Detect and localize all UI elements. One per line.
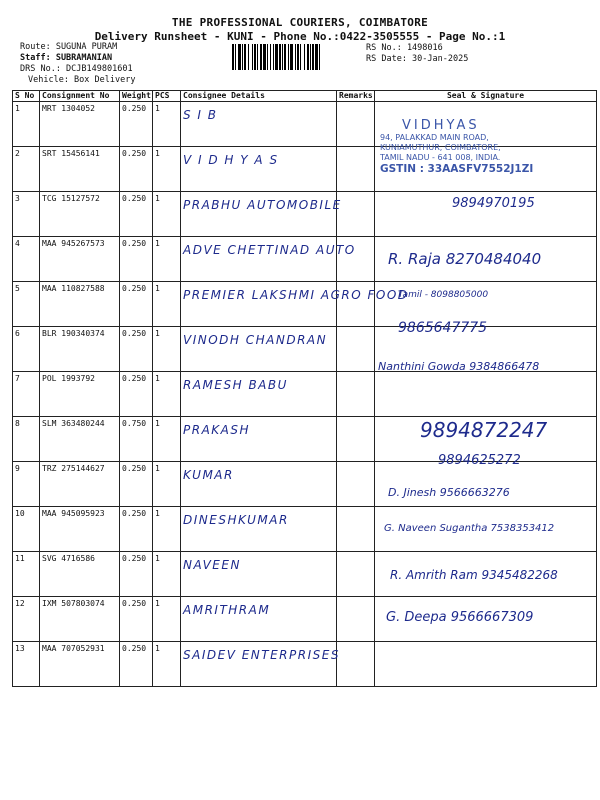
cell-pcs: 1 <box>153 147 181 192</box>
cell-consignee: SAIDEV ENTERPRISES <box>181 642 337 687</box>
cell-pcs: 1 <box>153 642 181 687</box>
cell-remarks <box>337 462 375 507</box>
cell-weight: 0.250 <box>120 192 153 237</box>
stamp-name: VIDHYAS <box>402 118 480 133</box>
barcode-bar <box>235 44 236 70</box>
signature-row-8: 9894872247 <box>420 418 548 442</box>
table-row <box>13 372 597 417</box>
col-consignee-details: Consignee Details <box>181 91 337 102</box>
signature-row-13: G. Deepa 9566667309 <box>386 610 534 625</box>
signature-row-5: Tamil - 8098805000 <box>398 290 489 300</box>
cell-consignment: MAA 945095923 <box>40 507 120 552</box>
runsheet-title: THE PROFESSIONAL COURIERS, COIMBATORE <box>171 16 429 29</box>
cell-sno: 2 <box>13 147 40 192</box>
table-header-row <box>13 91 597 102</box>
barcode-bar <box>273 44 274 70</box>
cell-consignment: MAA 707052931 <box>40 642 120 687</box>
route-label: Route: SUGUNA PURAM <box>20 42 118 52</box>
cell-sno: 5 <box>13 282 40 327</box>
barcode-bar <box>263 44 266 70</box>
cell-consignment: TCG 15127572 <box>40 192 120 237</box>
cell-pcs: 1 <box>153 552 181 597</box>
cell-sno: 13 <box>13 642 40 687</box>
cell-consignment: MAA 945267573 <box>40 237 120 282</box>
col-pcs: PCS <box>153 91 181 102</box>
barcode-bar <box>310 44 311 70</box>
cell-consignment: POL 1993792 <box>40 372 120 417</box>
cell-weight: 0.250 <box>120 237 153 282</box>
signature-row-3: 9894970195 <box>452 196 535 211</box>
cell-weight: 0.250 <box>120 372 153 417</box>
barcode-bar <box>319 44 320 70</box>
cell-sno: 6 <box>13 327 40 372</box>
cell-remarks <box>337 147 375 192</box>
cell-consignment: SVG 4716586 <box>40 552 120 597</box>
barcode-bar <box>288 44 289 70</box>
cell-weight: 0.250 <box>120 642 153 687</box>
barcode-bar <box>267 44 268 70</box>
cell-pcs: 1 <box>153 507 181 552</box>
runsheet-table <box>12 90 597 687</box>
barcode-bar <box>315 44 318 70</box>
col-sno: S No <box>13 91 40 102</box>
cell-consignee: DINESHKUMAR <box>181 507 337 552</box>
cell-consignment: SRT 15456141 <box>40 147 120 192</box>
barcode-bar <box>232 44 234 70</box>
barcode-bar <box>282 44 283 70</box>
signature-row-12: R. Amrith Ram 9345482268 <box>390 568 558 582</box>
cell-pcs: 1 <box>153 282 181 327</box>
barcode-bar <box>295 44 296 70</box>
barcode-bar <box>260 44 262 70</box>
barcode-bar <box>279 44 281 70</box>
signature-row-4: R. Raja 8270484040 <box>388 250 542 268</box>
header-info-right <box>366 43 468 65</box>
barcode-bar <box>248 44 249 70</box>
cell-remarks <box>337 597 375 642</box>
table-row <box>13 282 597 327</box>
cell-weight: 0.250 <box>120 282 153 327</box>
signature-row-10: D. Jinesh 9566663276 <box>388 486 510 499</box>
cell-consignee: V I D H Y A S <box>181 147 337 192</box>
cell-consignee: KUMAR <box>181 462 337 507</box>
barcode-bar <box>304 44 305 70</box>
cell-sno: 10 <box>13 507 40 552</box>
cell-consignment: IXM 507803074 <box>40 597 120 642</box>
cell-weight: 0.750 <box>120 417 153 462</box>
barcode-bar <box>312 44 314 70</box>
cell-consignee: NAVEEN <box>181 552 337 597</box>
barcode-bar <box>242 44 243 70</box>
cell-remarks <box>337 192 375 237</box>
staff-label: Staff: SUBRAMANIAN <box>20 53 113 63</box>
barcode-bar <box>254 44 256 70</box>
cell-consignee: RAMESH BABU <box>181 372 337 417</box>
cell-sno: 9 <box>13 462 40 507</box>
drs-number: DRS No.: DCJB149801601 <box>20 64 133 74</box>
cell-weight: 0.250 <box>120 552 153 597</box>
cell-sno: 1 <box>13 102 40 147</box>
signature-row-7: Nanthini Gowda 9384866478 <box>378 360 540 373</box>
cell-remarks <box>337 552 375 597</box>
barcode-bar <box>297 44 299 70</box>
cell-consignment: MAA 110827588 <box>40 282 120 327</box>
seal-stamp <box>380 118 580 175</box>
signature-row-6: 9865647775 <box>398 320 488 336</box>
barcode-bar <box>290 44 293 70</box>
cell-consignee: AMRITHRAM <box>181 597 337 642</box>
cell-remarks <box>337 417 375 462</box>
cell-pcs: 1 <box>153 417 181 462</box>
cell-weight: 0.250 <box>120 462 153 507</box>
col-remarks: Remarks <box>337 91 375 102</box>
header-info-left <box>20 42 135 86</box>
barcode-bar <box>257 44 258 70</box>
col-weight: Weight <box>120 91 153 102</box>
barcode-bar <box>252 44 253 70</box>
cell-consignee: ADVE CHETTINAD AUTO <box>181 237 337 282</box>
barcode-bar <box>275 44 278 70</box>
cell-consignment: BLR 190340374 <box>40 327 120 372</box>
cell-sno: 11 <box>13 552 40 597</box>
cell-remarks <box>337 642 375 687</box>
cell-consignment: MRT 1304052 <box>40 102 120 147</box>
signature-row-11: G. Naveen Sugantha 7538353412 <box>384 523 555 534</box>
cell-consignee: PREMIER LAKSHMI AGRO FOOD <box>181 282 337 327</box>
stamp-address-3: TAMIL NADU - 641 008, INDIA. <box>380 153 501 162</box>
cell-sno: 3 <box>13 192 40 237</box>
cell-weight: 0.250 <box>120 327 153 372</box>
barcode-bar <box>270 44 271 70</box>
table-row <box>13 642 597 687</box>
cell-remarks <box>337 327 375 372</box>
rs-number: RS No.: 1498016 <box>366 43 443 53</box>
barcode-bar <box>300 44 301 70</box>
cell-weight: 0.250 <box>120 597 153 642</box>
cell-remarks <box>337 372 375 417</box>
cell-seal-signature <box>375 372 597 417</box>
cell-consignee: PRAKASH <box>181 417 337 462</box>
cell-consignee: S I B <box>181 102 337 147</box>
cell-weight: 0.250 <box>120 102 153 147</box>
barcode <box>232 44 354 70</box>
stamp-gstin: GSTIN : 33AASFV7552J1ZI <box>380 163 534 175</box>
col-consignment-no: Consignment No <box>40 91 120 102</box>
rs-date: RS Date: 30-Jan-2025 <box>366 54 469 64</box>
stamp-address-2: KUNIAMUTHUR, COIMBATORE, <box>380 143 501 152</box>
signature-row-9: 9894625272 <box>438 453 521 468</box>
cell-consignment: TRZ 275144627 <box>40 462 120 507</box>
cell-consignee: VINODH CHANDRAN <box>181 327 337 372</box>
cell-remarks <box>337 102 375 147</box>
cell-weight: 0.250 <box>120 147 153 192</box>
cell-pcs: 1 <box>153 597 181 642</box>
barcode-bar <box>307 44 309 70</box>
cell-sno: 8 <box>13 417 40 462</box>
cell-sno: 12 <box>13 597 40 642</box>
barcode-bar <box>238 44 241 70</box>
cell-sno: 4 <box>13 237 40 282</box>
barcode-bar <box>244 44 246 70</box>
cell-consignment: SLM 363480244 <box>40 417 120 462</box>
cell-seal-signature <box>375 642 597 687</box>
cell-pcs: 1 <box>153 462 181 507</box>
cell-pcs: 1 <box>153 102 181 147</box>
barcode-bar <box>284 44 286 70</box>
cell-pcs: 1 <box>153 372 181 417</box>
cell-pcs: 1 <box>153 237 181 282</box>
vehicle-label: Vehicle: Box Delivery <box>28 75 136 85</box>
cell-pcs: 1 <box>153 327 181 372</box>
cell-sno: 7 <box>13 372 40 417</box>
cell-remarks <box>337 507 375 552</box>
cell-weight: 0.250 <box>120 507 153 552</box>
stamp-address-1: 94, PALAKKAD MAIN ROAD, <box>380 133 489 142</box>
col-seal-signature: Seal & Signature <box>375 91 597 102</box>
cell-pcs: 1 <box>153 192 181 237</box>
cell-consignee: PRABHU AUTOMOBILE <box>181 192 337 237</box>
runsheet-subtitle: Delivery Runsheet - KUNI - Phone No.:0422-3505555 - Page No.:1 <box>94 30 506 43</box>
